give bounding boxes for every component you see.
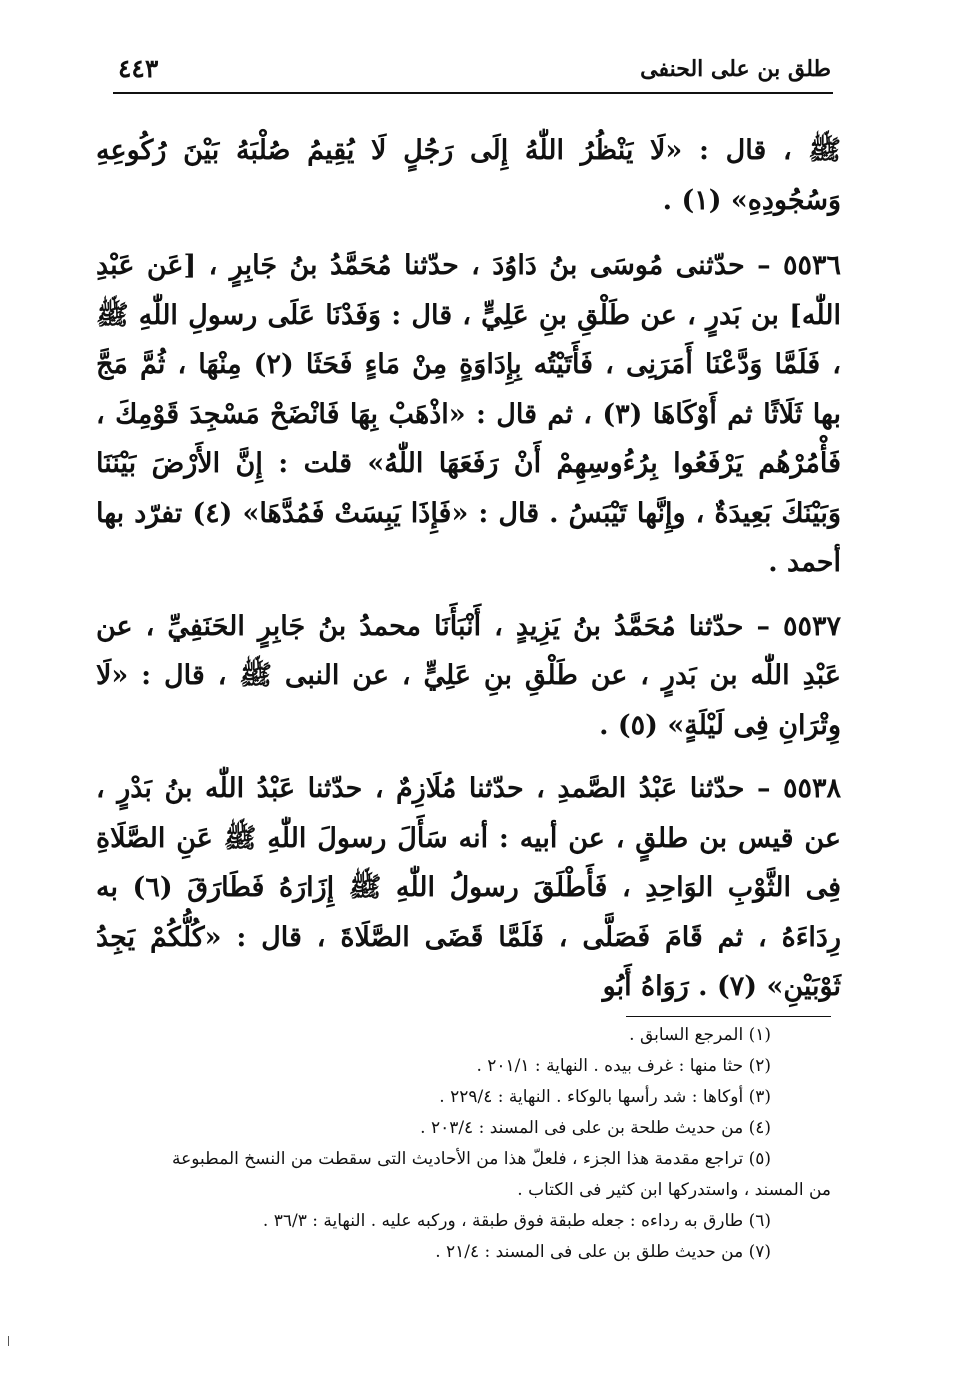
paragraph-text: – حدّثنا مُحَمَّدُ بنُ يَزِيدٍ ، أَنْبَأَنَا محمدُ بنُ جَابِرٍ الحَنَفِيِّ ، عن عَبْدِ اللّٰه بن بَدرٍ ، عن طَلْقِ بنِ عَلِيٍّ ، عن النبى ﷺ ، قال : «لَا وِتْرَانِ فِى لَيْلَةٍ» (٥) . xyxy=(96,610,841,741)
hadith-5538 xyxy=(96,764,841,1012)
running-title: طلق بن على الحنفى xyxy=(640,56,831,82)
footnote-5: (٥) تراجع مقدمة هذا الجزء ، فلعلّ هذا من الأحاديث التى سقطت من النسخ المطبوعة xyxy=(172,1149,771,1169)
hadith-5537 xyxy=(96,602,841,751)
footnote-1: (١) المرجع السابق . xyxy=(629,1025,771,1045)
hadith-number: ٥٥٣٦ xyxy=(783,250,842,281)
hadith-number: ٥٥٣٧ xyxy=(782,610,841,642)
page-header xyxy=(118,54,831,94)
header-divider xyxy=(113,92,833,94)
footnote-3: (٣) أوكاها : شد رأسها بالوكاء . النهاية : ٢٢٩/٤ . xyxy=(439,1087,771,1107)
footnote-divider xyxy=(626,1016,831,1017)
paragraph-text: – حدّثنا عَبْدُ الصَّمدِ ، حدّثنا مُلَازِمٌ ، حدّثنا عَبْدُ اللّٰه بنُ بَدْرٍ ، عن قيس بن طلقٍ ، عن أبيه : أنه سَأَلَ رسولَ اللّٰهِ ﷺ عَنِ الصَّلَاةِ فِى الثَّوْبِ الوَاحِدِ ، فَأَطْلَقَ رسولُ اللّٰهِ ﷺ إِزَارَهُ فَطَارَقَ (٦) به رِدَاءَهُ ، ثم قَامَ فَصَلَّى ، فَلَمَّا قَضَى الصَّلَاةَ ، قال : «كُلُّكُمْ يَجِدُ ثَوْبَيْنِ» (٧) . رَوَاهُ أَبُو xyxy=(96,773,841,1002)
footnote-5-continuation: من المسند ، واستدركها ابن كثير فى الكتاب . xyxy=(517,1180,831,1200)
footnote-4: (٤) من حديث طلحة بن على فى المسند : ٢٠٣/٤ . xyxy=(420,1118,771,1138)
footnote-2: (٢) حثا منها : غرف بيده . النهاية : ٢٠١/١ . xyxy=(476,1056,771,1076)
margin-mark xyxy=(8,1336,9,1346)
hadith-number: ٥٥٣٨ xyxy=(782,773,841,804)
paragraph-text: – حدّثنى مُوسَى بنُ دَاوُدَ ، حدّثنا مُحَمَّدُ بنُ جَابِرٍ ، [عَن عَبْدِ اللّٰه] بن بَدرٍ ، عن طَلْقِ بنِ عَلِيٍّ ، قال : وَفَدْنَا عَلَى رسولِ اللّٰهِ ﷺ ، فَلَمَّا وَدَّعْنَا أَمَرَنِى ، فَأَتَيْتُه بِإِدَاوَةٍ مِنْ مَاءٍ فَحَثَا (٢) مِنْهَا ، ثُمَّ مَجَّ بها ثَلَاثًا ثم أَوْكَاهَا (٣) ، ثم قال : «اذْهَبْ بِهَا فَانْضَحْ مَسْجِدَ قَوْمِكَ ، فَأْمُرْهُم يَرْفَعُوا بِرُءُوسِهِمْ أَنْ رَفَعَهَا اللّٰهُ» قلت : إِنَّ الأَرْضَ بَيْنَنَا وَبَيْنَكَ بَعِيدَةٌ ، وإِنَّها تَيْبَسُ . قال : «فَإِذَا يَبِسَتْ فَمُدَّهَا» (٤) تفرّد بها أحمد . xyxy=(96,250,841,578)
main-text xyxy=(96,126,841,1026)
paragraph-text: ﷺ ، قال : «لَا يَنْظُرُ اللّٰهُ إِلَى رَجُلٍ لَا يُقِيمُ صُلْبَهُ بَيْنَ رُكُوعِهِ وَسُجُودِهِ» (١) . xyxy=(96,135,841,216)
footnote-6: (٦) طارق به رداءه : جعله طبقة فوق طبقة ، وركبه عليه . النهاية : ٣٦/٣ . xyxy=(262,1211,771,1231)
footnote-7: (٧) من حديث طلق بن على فى المسند : ٢١/٤ . xyxy=(435,1242,771,1262)
footnotes xyxy=(96,1020,831,1268)
hadith-5536 xyxy=(96,241,841,588)
page-number: ٤٤٣ xyxy=(118,54,159,83)
paragraph-continuation xyxy=(96,126,841,225)
